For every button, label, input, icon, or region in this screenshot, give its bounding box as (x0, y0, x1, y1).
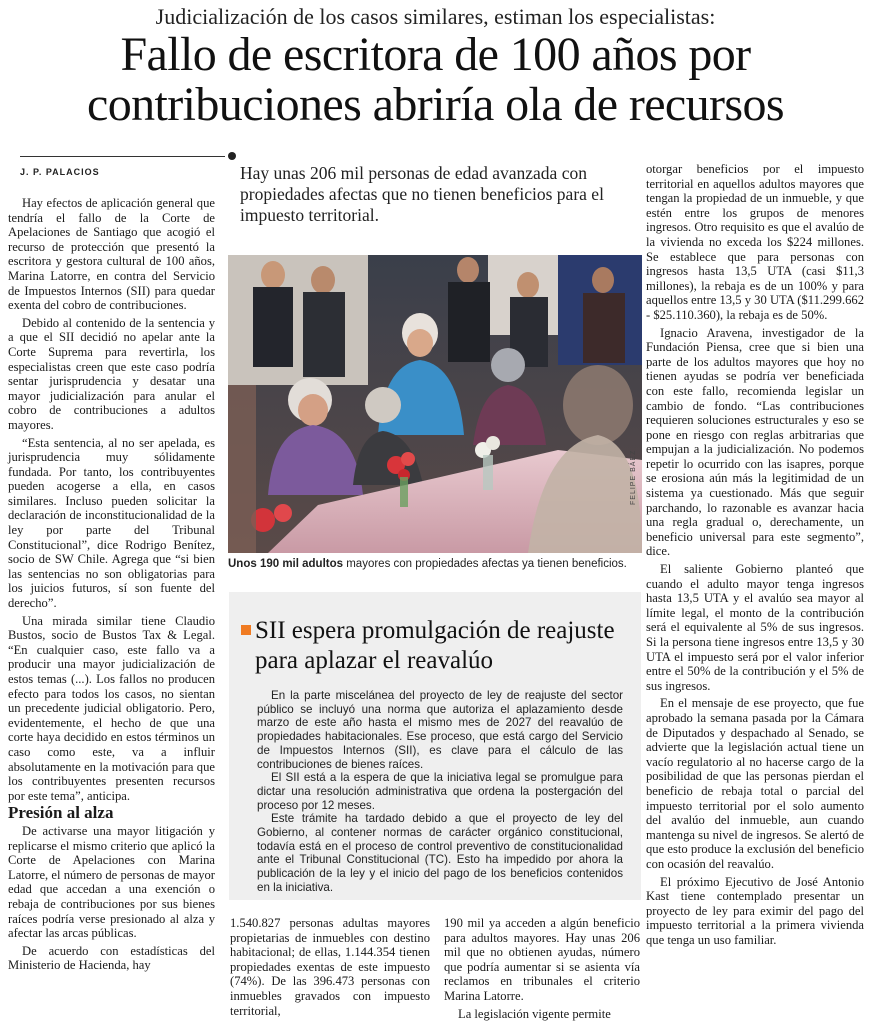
sidebar-paragraph: Este trámite ha tardado debido a que el proyecto de ley del Gobierno, al contener normas de carácter orgánico constitucional, todavía está en el proceso de control preventivo de constitucionalidad ante el Tribunal Constitucional (TC). Esto ha impedido por ahora la publicación de la ley y el inicio del pago de los beneficios contenidos en la iniciativa. (257, 812, 623, 894)
column-2b (444, 916, 640, 1024)
headline-line-2: contribuciones abriría ola de recursos (87, 78, 784, 131)
column-2a (230, 916, 430, 1021)
caption-bold: Unos 190 mil adultos (228, 558, 344, 570)
orange-square-icon (241, 625, 251, 635)
deck: Hay unas 206 mil personas de edad avanzada con propiedades afectas que no tienen beneficios para el impuesto territorial. (240, 163, 604, 225)
headline (0, 30, 871, 130)
paragraph: Una mirada similar tiene Claudio Bustos, socio de Bustos Tax & Legal. “En cualquier caso, este fallo va a producir una mayor judicialización de estos temas (...). Los fallos no producen efecto para todos los casos, no sientan un precedente judicial obligatorio. Pero, evidentemente, el hecho de que una corte haya decidido en estos términos un caso como este, va a influir absolutamente en la motivación para que los contribuyentes presenten recursos por este tema”, anticipa. (8, 613, 215, 803)
paragraph: 1.540.827 personas adultas mayores propietarias de inmuebles con destino habitacional; de ellas, 1.144.354 tienen propiedades exentas de este impuesto (74%). De las 396.473 personas con inmuebles gravados con impuesto territorial, (230, 916, 430, 1018)
paragraph: El próximo Ejecutivo de José Antonio Kast tiene contemplado presentar un proyecto de ley para eximir del pago del impuesto territorial a la primera vivienda que tenga un uso familiar. (646, 874, 864, 947)
paragraph: Hay efectos de aplicación general que tendría el fallo de la Corte de Apelaciones de Santiago que acogió el recurso de protección que presentó la escritora y gestora cultural de 100 años, Marina Latorre, en contra del Servicio de Impuestos Internos (SII) para quedar exenta del cobro de contribuciones. (8, 196, 215, 313)
paragraph: “Esta sentencia, al no ser apelada, es jurisprudencia muy sólidamente fundada. Por tanto, los contribuyentes pueden acogerse a ella, en casos similares. Incluso pueden solicitar la declaración de inconstitucionalidad de la ley por parte del Tribunal Constitucional”, dice Rodrigo Benítez, socio de SW Chile. Agrega que “si bien las sentencias no son obligatorias para los juicios futuros, sí son fuente del derecho”. (8, 435, 215, 611)
column-3 (646, 162, 864, 950)
photo-illustration (228, 255, 642, 553)
headline-line-1: Fallo de escritora de 100 años por (120, 28, 751, 81)
paragraph: 190 mil ya acceden a algún beneficio para adultos mayores. Hay unas 206 mil que no obtienen ayudas, número que podría aumentar si se asienta vía reclamos en tribunales el criterio Marina Latorre. (444, 916, 640, 1003)
sidebar-box (229, 592, 641, 900)
photo-credit: FELIPE BÁEZ (630, 449, 637, 505)
kicker: Judicialización de los casos similares, estiman los especialistas: (155, 4, 716, 29)
photo (228, 255, 642, 553)
photo-caption (228, 557, 642, 571)
sidebar-paragraph: En la parte miscelánea del proyecto de ley de reajuste del sector público se incluyó una norma que autoriza el aplazamiento desde marzo de este año hasta el mismo mes de 2027 del reavalúo de propiedades habitacionales. Ese proceso, que está cargo del Servicio de Impuestos Internos (SII), es clave para el cálculo de las contribuciones de bienes raíces. (257, 689, 623, 771)
sidebar-text (257, 689, 623, 895)
paragraph: otorgar beneficios por el impuesto territorial en aquellos adultos mayores que tengan la propiedad de un inmueble, y que estén entre los grupos de menores ingresos. Otro requisito es que el avalúo de la vivienda no exceda los $224 millones. Se establece que para personas con ingresos hasta 13,5 UTA (casi $11,3 millones), la rebaja es de un 100% y para aquellos entre 13,5 y 30 UTA ($11.299.662 - $25.110.360), la rebaja es de 50%. (646, 162, 864, 322)
sidebar-paragraph: El SII está a la espera de que la iniciativa legal se promulgue para dictar una resolución administrativa que ordena la postergación del proceso por 12 meses. (257, 771, 623, 812)
byline-rule (20, 156, 225, 157)
paragraph: Ignacio Aravena, investigador de la Fundación Piensa, cree que si bien una parte de los adultos mayores que hoy no tienen ayudas se podría ver beneficiada con este fallo, recomienda legislar un cambio de fondo. “Las contribuciones requieren soluciones estructurales y eso se pone en riesgo con reglas arbitrarias que empujan a la judicialización. No podemos repetir lo ocurrido con las isapres, porque se erosiona aún más la legitimidad de un sistema ya cuestionado. Más que seguir parchando, lo razonable es avanzar hacia una regla gradual o, derechamente, un beneficio universal para este segmento”, dice. (646, 325, 864, 559)
caption-text: mayores con propiedades afectas ya tienen beneficios. (343, 558, 627, 570)
paragraph: El saliente Gobierno planteó que cuando el adulto mayor tenga ingresos hasta 13,5 UTA y el avalúo sea mayor al límite legal, el monto de la contribución será el equivalente al 5% de sus ingresos. Si la persona tiene ingresos entre 13,5 y 30 UTA el impuesto será por el valor inferior entre el 50% de la contribución y el 5% de sus ingresos. (646, 562, 864, 693)
divider-dot (228, 152, 236, 160)
paragraph: De activarse una mayor litigación y replicarse el mismo criterio que aplicó la Corte de Apelaciones con Marina Latorre, el número de personas de mayor edad que accedan a una exención o rebaja de contribuciones por sus bienes raíces podría verse presionado al alza y afectar las arcas públicas. (8, 823, 215, 941)
byline: J. P. PALACIOS (20, 167, 100, 177)
column-1 (8, 196, 215, 976)
paragraph: En el mensaje de ese proyecto, que fue aprobado la semana pasada por la Cámara de Diputados y despachado al Senado, se advierte que la legislación actual tiene un vacío regulatorio al no hacerse cargo de la posibilidad de que las personas pierdan el beneficio de rebaja total o parcial del impuesto territorial por el solo aumento del avalúo del inmueble, aun cuando mantenga su nivel de ingresos. Se alertó de que esto produce la exclusión del beneficio con ocasión del reavalúo. (646, 696, 864, 871)
paragraph: De acuerdo con estadísticas del Ministerio de Hacienda, hay (8, 943, 215, 973)
subhead: Presión al alza (8, 803, 114, 823)
sidebar-title: SII espera promulgación de reajuste para aplazar el reavalúo (255, 617, 615, 674)
paragraph: La legislación vigente permite (458, 1006, 611, 1021)
paragraph: Debido al contenido de la sentencia y a que el SII decidió no apelar ante la Corte Suprema para revertirla, los especialistas creen que este caso podría sentar jurisprudencia y desatar una mayor judicialización para anular el cobro de contribuciones a adultos mayores. (8, 315, 215, 432)
